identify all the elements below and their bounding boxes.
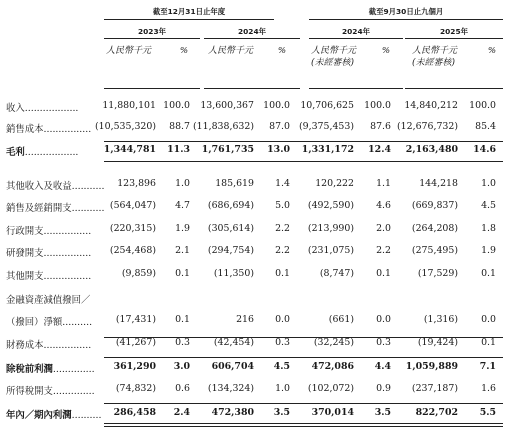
cell-pct-9m2024: 0.1 <box>376 268 391 279</box>
leader-dots: .......... <box>71 410 102 421</box>
leader-dots: ................ <box>43 248 92 259</box>
cell-pct-2024: 4.5 <box>273 361 290 372</box>
cell-pct-9m2025: 85.4 <box>475 121 496 132</box>
row-label-text: 財務成本 <box>6 340 44 351</box>
row-label <box>6 314 92 328</box>
cell-pct-2023: 0.1 <box>175 268 190 279</box>
row-label <box>6 337 91 351</box>
cell-pct-9m2024: 2.2 <box>376 245 391 256</box>
cell-val-9m2025: (669,837) <box>411 200 458 211</box>
row-label-text: 其他收入及收益 <box>6 181 72 192</box>
row-label <box>6 144 78 158</box>
leader-dots: .............. <box>52 386 95 397</box>
cell-val-9m2024: (661) <box>328 314 354 325</box>
cell-val-9m2024: 1,331,172 <box>301 144 354 155</box>
pct-header-9m2024: % <box>381 46 390 56</box>
cell-val-2024: (11,350) <box>213 268 254 279</box>
row-label <box>6 100 78 114</box>
cell-pct-2023: 2.4 <box>173 407 190 418</box>
cell-pct-9m2024: 0.0 <box>376 314 391 325</box>
row-label-text: 銷售成本 <box>6 124 44 135</box>
cell-pct-9m2024: 2.0 <box>376 223 391 234</box>
cell-pct-2023: 100.0 <box>163 100 190 111</box>
row-label-text: 研發開支 <box>6 248 44 259</box>
year-2024-header: 2024年 <box>238 27 266 36</box>
cell-pct-2023: 88.7 <box>169 121 190 132</box>
cell-val-9m2024: 10,706,625 <box>300 100 354 111</box>
cell-pct-9m2025: 0.0 <box>481 314 496 325</box>
cell-pct-2024: 0.3 <box>275 337 290 348</box>
cell-pct-2023: 1.0 <box>175 178 190 189</box>
cell-val-9m2025: (19,424) <box>417 337 458 348</box>
unit-label-9m2025: 人民幣千元 (未經審核) <box>412 46 458 68</box>
row-label-text: 除稅前利潤 <box>6 364 53 375</box>
leader-dots: .................. <box>24 103 79 114</box>
cell-pct-9m2025: 0.1 <box>481 268 496 279</box>
cell-pct-9m2024: 87.6 <box>370 121 391 132</box>
cell-val-9m2024: (492,590) <box>307 200 354 211</box>
cell-val-2023: 11,880,101 <box>102 100 156 111</box>
row-label-text: 毛利 <box>6 147 25 158</box>
cell-pct-9m2025: 7.1 <box>479 361 496 372</box>
cell-pct-2023: 4.7 <box>175 200 190 211</box>
cell-val-2023: (9,859) <box>121 268 156 279</box>
cell-val-9m2024: 370,014 <box>311 407 354 418</box>
cell-val-2024: 472,380 <box>211 407 254 418</box>
cell-val-9m2025: (237,187) <box>411 383 458 394</box>
cell-val-9m2024: 472,086 <box>311 361 354 372</box>
row-label <box>6 121 91 135</box>
cell-pct-2024: 0.1 <box>275 268 290 279</box>
row-label <box>6 223 91 237</box>
cell-val-2023: (74,832) <box>115 383 156 394</box>
cell-val-9m2024: (213,990) <box>307 223 354 234</box>
cell-val-2023: (564,047) <box>109 200 156 211</box>
cell-pct-2024: 100.0 <box>263 100 290 111</box>
row-label <box>6 407 101 421</box>
row-label <box>6 292 90 306</box>
unit-label-9m2024: 人民幣千元 (未經審核) <box>311 46 357 68</box>
cell-val-9m2025: 2,163,480 <box>405 144 458 155</box>
cell-val-9m2024: (9,375,453) <box>298 121 354 132</box>
cell-pct-2023: 1.9 <box>175 223 190 234</box>
row-label-text: 其他開支 <box>6 271 44 282</box>
cell-val-9m2025: 144,218 <box>419 178 458 189</box>
leader-dots: .............. <box>52 364 95 375</box>
cell-val-2024: 1,761,735 <box>201 144 254 155</box>
row-label-text: 行政開支 <box>6 226 44 237</box>
cell-pct-9m2025: 5.5 <box>479 407 496 418</box>
leader-dots: .......... <box>62 317 93 328</box>
cell-val-2024: (11,838,632) <box>193 121 254 132</box>
cell-pct-2023: 0.1 <box>175 314 190 325</box>
cell-pct-9m2024: 100.0 <box>364 100 391 111</box>
cell-val-9m2025: (1,316) <box>423 314 458 325</box>
cell-pct-2024: 1.4 <box>275 178 290 189</box>
leader-dots: ................ <box>43 271 92 282</box>
cell-val-2023: 1,344,781 <box>103 144 156 155</box>
row-label <box>6 200 104 214</box>
cell-pct-9m2025: 4.5 <box>481 200 496 211</box>
cell-val-9m2025: 1,059,889 <box>405 361 458 372</box>
pct-header-9m2025: % <box>487 46 496 56</box>
cell-val-9m2025: (275,495) <box>411 245 458 256</box>
year-group-header: 截至12月31日止年度 <box>152 7 226 16</box>
cell-pct-9m2024: 12.4 <box>368 144 391 155</box>
cell-pct-2024: 2.2 <box>275 223 290 234</box>
cell-pct-2024: 1.0 <box>275 383 290 394</box>
pct-header-2023: % <box>179 46 188 56</box>
cell-val-2024: 606,704 <box>211 361 254 372</box>
nine-month-2024-header: 2024年 <box>342 27 370 36</box>
cell-val-2023: (254,468) <box>109 245 156 256</box>
unit-label-2023: 人民幣千元 <box>106 46 152 56</box>
cell-val-9m2025: (264,208) <box>411 223 458 234</box>
cell-val-2023: 123,896 <box>117 178 156 189</box>
cell-pct-2024: 3.5 <box>273 407 290 418</box>
leader-dots: ................ <box>43 124 92 135</box>
cell-val-9m2024: (8,747) <box>319 268 354 279</box>
row-label <box>6 361 95 375</box>
row-label-text: （撥回）淨額 <box>6 317 63 328</box>
cell-pct-9m2025: 0.1 <box>481 337 496 348</box>
cell-val-9m2024: (32,245) <box>313 337 354 348</box>
ninemonth-group-header: 截至9月30日止九個月 <box>368 7 444 16</box>
cell-val-2023: 361,290 <box>113 361 156 372</box>
cell-pct-9m2024: 3.5 <box>374 407 391 418</box>
cell-pct-9m2025: 100.0 <box>469 100 496 111</box>
cell-pct-9m2025: 1.0 <box>481 178 496 189</box>
cell-pct-2023: 0.6 <box>175 383 190 394</box>
leader-dots: .................. <box>24 147 79 158</box>
cell-pct-2023: 2.1 <box>175 245 190 256</box>
row-label-text: 銷售及經銷開支 <box>6 203 72 214</box>
cell-pct-9m2024: 4.4 <box>374 361 391 372</box>
cell-pct-9m2025: 1.9 <box>481 245 496 256</box>
unit-label-2024: 人民幣千元 <box>208 46 254 56</box>
row-label <box>6 245 91 259</box>
cell-val-9m2024: 120,222 <box>315 178 354 189</box>
cell-pct-2024: 87.0 <box>269 121 290 132</box>
cell-pct-2023: 0.3 <box>175 337 190 348</box>
cell-pct-9m2025: 14.6 <box>473 144 496 155</box>
leader-dots: ................ <box>43 340 92 351</box>
cell-pct-9m2024: 4.6 <box>376 200 391 211</box>
leader-dots: ........... <box>71 203 105 214</box>
cell-val-9m2025: 822,702 <box>415 407 458 418</box>
cell-val-2024: 13,600,367 <box>200 100 254 111</box>
row-label <box>6 268 91 282</box>
nine-month-2025-header: 2025年 <box>440 27 468 36</box>
cell-val-2023: (41,267) <box>115 337 156 348</box>
pct-header-2024: % <box>277 46 286 56</box>
cell-val-9m2024: (231,075) <box>307 245 354 256</box>
cell-pct-9m2024: 1.1 <box>376 178 391 189</box>
cell-val-2024: 216 <box>236 314 254 325</box>
cell-val-9m2025: (17,529) <box>417 268 458 279</box>
row-label-text: 所得稅開支 <box>6 386 53 397</box>
cell-pct-2024: 13.0 <box>267 144 290 155</box>
cell-pct-9m2025: 1.6 <box>481 383 496 394</box>
cell-pct-2024: 0.0 <box>275 314 290 325</box>
cell-val-2024: 185,619 <box>215 178 254 189</box>
row-label <box>6 383 95 397</box>
cell-pct-2023: 3.0 <box>173 361 190 372</box>
cell-val-2024: (134,324) <box>207 383 254 394</box>
row-label-text: 金融資產減值撥回／ <box>6 295 91 306</box>
cell-pct-9m2025: 1.8 <box>481 223 496 234</box>
cell-val-2024: (42,454) <box>213 337 254 348</box>
cell-pct-9m2024: 0.9 <box>376 383 391 394</box>
cell-pct-2024: 5.0 <box>275 200 290 211</box>
row-label-text: 收入 <box>6 103 25 114</box>
row-label <box>6 178 104 192</box>
cell-val-9m2025: (12,676,732) <box>397 121 458 132</box>
cell-val-2023: 286,458 <box>113 407 156 418</box>
cell-val-2023: (17,431) <box>115 314 156 325</box>
cell-val-2024: (294,754) <box>207 245 254 256</box>
cell-val-9m2024: (102,072) <box>307 383 354 394</box>
cell-val-2023: (10,535,320) <box>95 121 156 132</box>
leader-dots: ................ <box>43 226 92 237</box>
cell-pct-9m2024: 0.3 <box>376 337 391 348</box>
cell-pct-2024: 2.2 <box>275 245 290 256</box>
leader-dots: ........... <box>71 181 105 192</box>
cell-pct-2023: 11.3 <box>167 144 190 155</box>
cell-val-2023: (220,315) <box>109 223 156 234</box>
year-2023-header: 2023年 <box>138 27 166 36</box>
cell-val-2024: (686,694) <box>207 200 254 211</box>
row-label-text: 年內／期內利潤 <box>6 410 72 421</box>
cell-val-2024: (305,614) <box>207 223 254 234</box>
cell-val-9m2025: 14,840,212 <box>404 100 458 111</box>
